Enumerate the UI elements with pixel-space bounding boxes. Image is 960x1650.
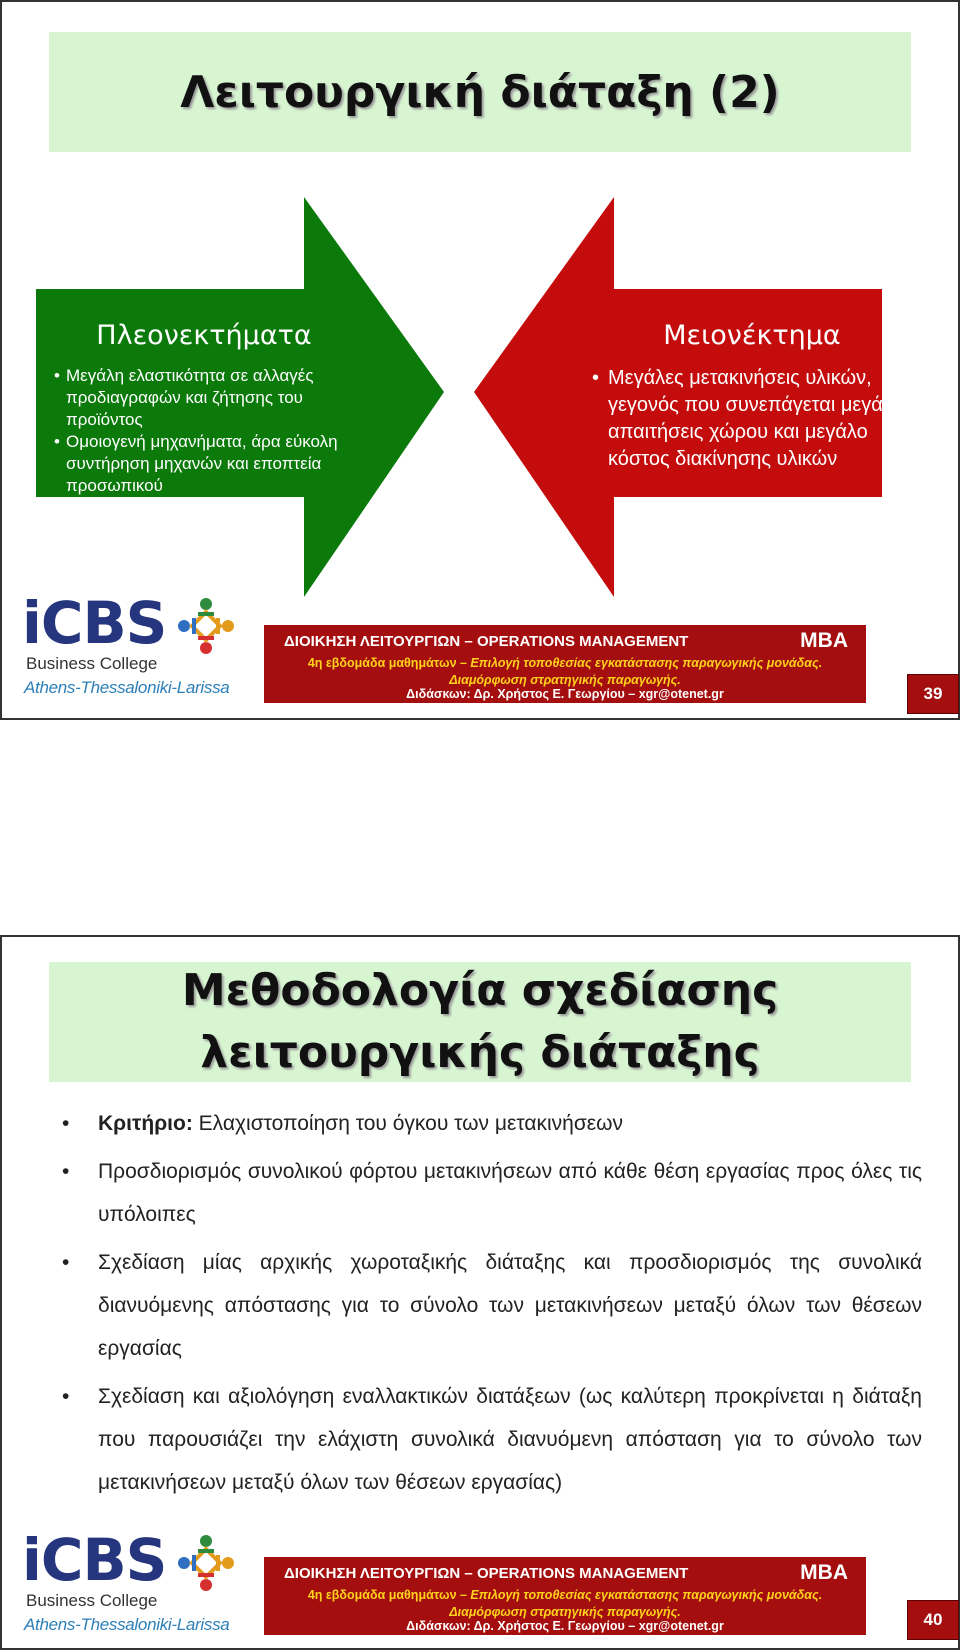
logo-locations: Athens-Thessaloniki-Larissa [24,1615,230,1634]
disadvantages-heading: Μειονέκτημα [663,320,841,351]
footer-week-label: 4η εβδομάδα μαθημάτων – [307,1588,471,1602]
page-number: 40 [907,1600,959,1640]
advantage-item: • Ομοιογενή μηχανήματα, άρα εύκολη συντήρηση μηχανών και εποπτεία προσωπικού [54,431,384,497]
title-band [49,32,911,152]
footer-week-topic: Επιλογή τοποθεσίας εγκατάστασης παραγωγικής μονάδας. [470,656,823,670]
people-circle-icon [174,594,238,658]
logo-locations: Athens-Thessaloniki-Larissa [24,678,230,697]
footer-course: ΔΙΟΙΚΗΣΗ ΛΕΙΤΟΥΡΓΙΩΝ – OPERATIONS MANAGEMENT [284,1565,689,1582]
logo-subtitle: Business College [26,654,158,673]
slide-title: Λειτουργική διάταξη (2) [180,66,780,118]
page-number: 39 [907,674,959,714]
advantage-item: • Μεγάλη ελαστικότητα σε αλλαγές προδιαγραφών και ζήτησης του προϊόντος [54,365,384,431]
logo-wordmark: iCBS [22,1526,167,1594]
footer-topic: Διαμόρφωση στρατηγικής παραγωγής. [449,673,681,687]
bullet-item: • Σχεδίαση και αξιολόγηση εναλλακτικών διατάξεων (ως καλύτερη προκρίνεται η διάταξη που παρουσιάζει την ελάχιστη συνολικά διανυόμενη απόσταση για το σύνολο των μετακινήσεων μεταξύ όλων των θέσεων εργασίας) [62,1375,922,1504]
title-band [49,962,911,1082]
disadvantages-list [592,365,922,473]
footer-teacher: Διδάσκων: Δρ. Χρήστος Ε. Γεωργίου – xgr@otenet.gr [406,687,724,701]
slide-40 [0,935,960,1650]
people-circle-icon [174,1531,238,1595]
footer-week-label: 4η εβδομάδα μαθημάτων – [307,656,471,670]
footer-course: ΔΙΟΙΚΗΣΗ ΛΕΙΤΟΥΡΓΙΩΝ – OPERATIONS MANAGEMENT [284,633,689,650]
slide-39 [0,0,960,720]
course-footer [264,1557,866,1635]
footer-week [264,656,866,670]
bullet-item: • Προσδιορισμός συνολικού φόρτου μετακινήσεων από κάθε θέση εργασίας προς όλες τις υπόλοιπες [62,1150,922,1236]
disadvantage-item: • Μεγάλες μετακινήσεις υλικών, γεγονός που συνεπάγεται μεγάλες απαιτήσεις χώρου και μεγάλο κόστος διακίνησης υλικών [592,365,922,473]
footer-topic: Διαμόρφωση στρατηγικής παραγωγής. [449,1605,681,1619]
footer-week [264,1588,866,1602]
advantages-panel [54,320,384,497]
icbs-logo [22,589,237,702]
logo-wordmark: iCBS [22,589,167,657]
footer-week-topic: Επιλογή τοποθεσίας εγκατάστασης παραγωγικής μονάδας. [470,1588,823,1602]
bullet-item: • Σχεδίαση μίας αρχικής χωροταξικής διάταξης και προσδιορισμός της συνολικά διανυόμενης απόστασης για το σύνολο των μετακινήσεων μεταξύ όλων των θέσεων εργασίας [62,1241,922,1370]
slide-title [182,960,778,1084]
footer-mba: MBA [800,629,848,652]
advantages-list [54,365,384,497]
icbs-logo [22,1526,237,1639]
advantages-heading: Πλεονεκτήματα [96,320,312,351]
course-footer [264,625,866,703]
methodology-list [62,1102,922,1509]
slide-title-line2: λειτουργικής διάταξης [200,1027,760,1078]
disadvantages-panel [592,320,922,473]
bullet-criterion [62,1102,922,1145]
slide-title-line1: Μεθοδολογία σχεδίασης [181,965,779,1016]
footer-mba: MBA [800,1561,848,1584]
criterion-text: Ελαχιστοποίηση του όγκου των μετακινήσεων [192,1112,624,1135]
criterion-label: Κριτήριο: [98,1112,193,1135]
logo-subtitle: Business College [26,1591,158,1610]
footer-teacher: Διδάσκων: Δρ. Χρήστος Ε. Γεωργίου – xgr@otenet.gr [406,1619,724,1633]
